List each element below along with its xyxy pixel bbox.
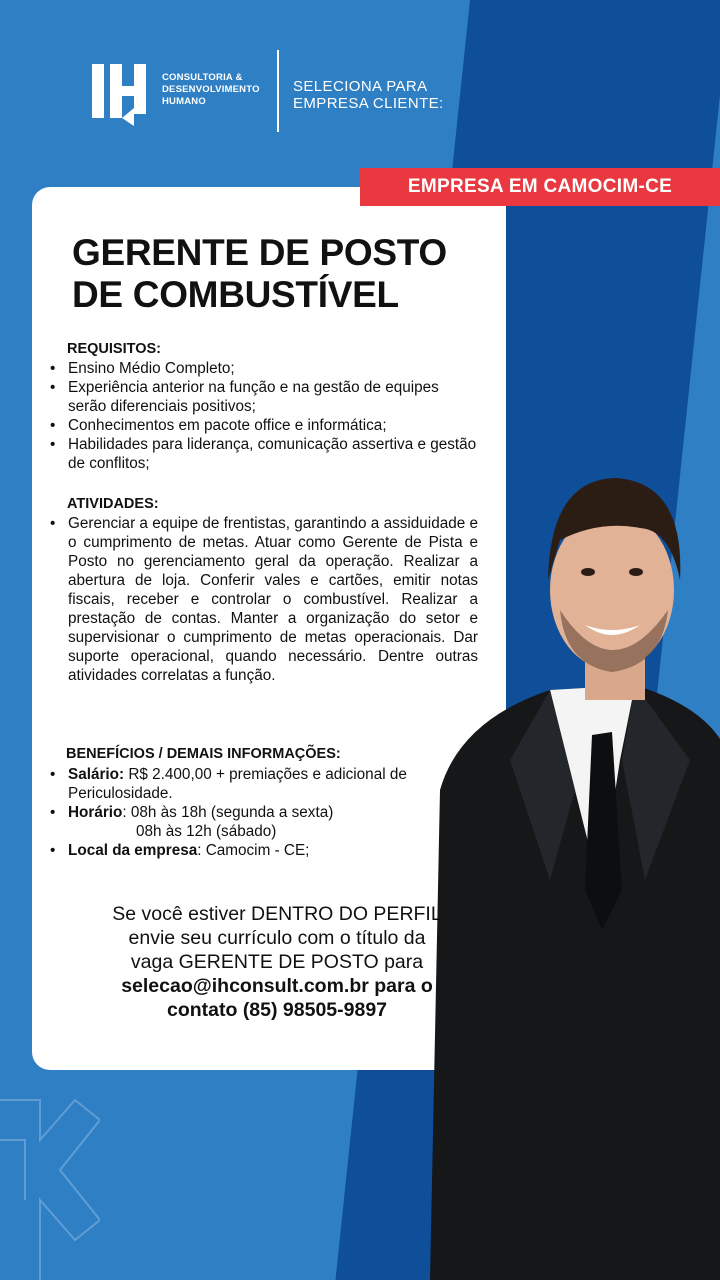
cta-line: envie seu currículo com o título da — [128, 927, 426, 949]
bullet: • — [50, 436, 56, 453]
horario-label: Horário — [68, 804, 123, 821]
ih-logo-icon — [92, 60, 152, 126]
seleciona-line: EMPRESA CLIENTE: — [293, 95, 444, 112]
decorative-logo-outline — [0, 1080, 100, 1280]
call-to-action — [72, 902, 482, 1022]
list-item-text: Conhecimentos em pacote office e informática; — [68, 417, 387, 434]
city-banner: EMPRESA EM CAMOCIM-CE — [360, 168, 720, 206]
bullet: • — [50, 417, 56, 434]
bullet: • — [50, 766, 56, 783]
cta-line: Se você estiver DENTRO DO PERFIL — [112, 903, 442, 925]
header-divider — [277, 50, 279, 132]
list-item — [50, 359, 478, 378]
list-item — [50, 416, 478, 435]
horario-value-sabado: 08h às 12h (sábado) — [136, 823, 277, 840]
requisitos-list — [50, 359, 478, 473]
logo-line: CONSULTORIA & — [162, 72, 243, 83]
logo-line: DESENVOLVIMENTO — [162, 84, 260, 95]
list-item-text: Habilidades para liderança, comunicação assertiva e gestão de conflitos; — [68, 436, 477, 472]
list-item-text: Experiência anterior na função e na gestão de equipes serão diferenciais positivos; — [68, 379, 439, 415]
local-label: Local da empresa — [68, 842, 198, 859]
atividades-heading: ATIVIDADES: — [67, 496, 159, 512]
logo-line: HUMANO — [162, 96, 206, 107]
local-value: : Camocim - CE; — [197, 842, 310, 859]
beneficios-heading: BENEFÍCIOS / DEMAIS INFORMAÇÕES: — [66, 746, 341, 762]
salario-value: R$ 2.400,00 + premiações e adicional de Periculosidade. — [68, 766, 407, 802]
atividades-text: Gerenciar a equipe de frentistas, garantindo a assiduidade e o cumprimento de metas. Atuar como Gerente de Pista e Posto no gerenciamento geral da operação. Realizar a abertura de loja. Conferir vales e cartões, emitir notas fiscais, receber e controlar o combustível. Realizar a prestação de contas. Manter a organização do setor e supervisionar o cumprimento de metas operacionais. Dar suporte operacional, quando necessário. Dentre outras atividades correlatas a função. — [68, 515, 478, 684]
cta-line: vaga GERENTE DE POSTO para — [130, 951, 424, 973]
seleciona-line: SELECIONA PARA — [293, 78, 428, 95]
requisitos-heading: REQUISITOS: — [67, 341, 161, 357]
horario-value: : 08h às 18h (segunda a sexta) — [122, 804, 334, 821]
job-title — [72, 232, 472, 316]
bullet: • — [50, 360, 56, 377]
bullet: • — [50, 379, 56, 396]
bullet: • — [50, 515, 56, 532]
job-title-line: GERENTE DE POSTO — [72, 232, 447, 273]
man-in-suit-photo — [400, 460, 720, 1280]
bullet: • — [50, 804, 56, 821]
job-title-line: DE COMBUSTÍVEL — [72, 274, 399, 315]
list-item-text: Ensino Médio Completo; — [68, 360, 235, 377]
cta-phone: contato (85) 98505-9897 — [166, 999, 388, 1021]
cta-email: selecao@ihconsult.com.br para o — [121, 975, 433, 997]
list-item — [50, 378, 478, 416]
salario-label: Salário: — [68, 766, 125, 783]
bullet: • — [50, 842, 56, 859]
seleciona-text — [293, 78, 444, 112]
logo-text — [162, 72, 260, 108]
